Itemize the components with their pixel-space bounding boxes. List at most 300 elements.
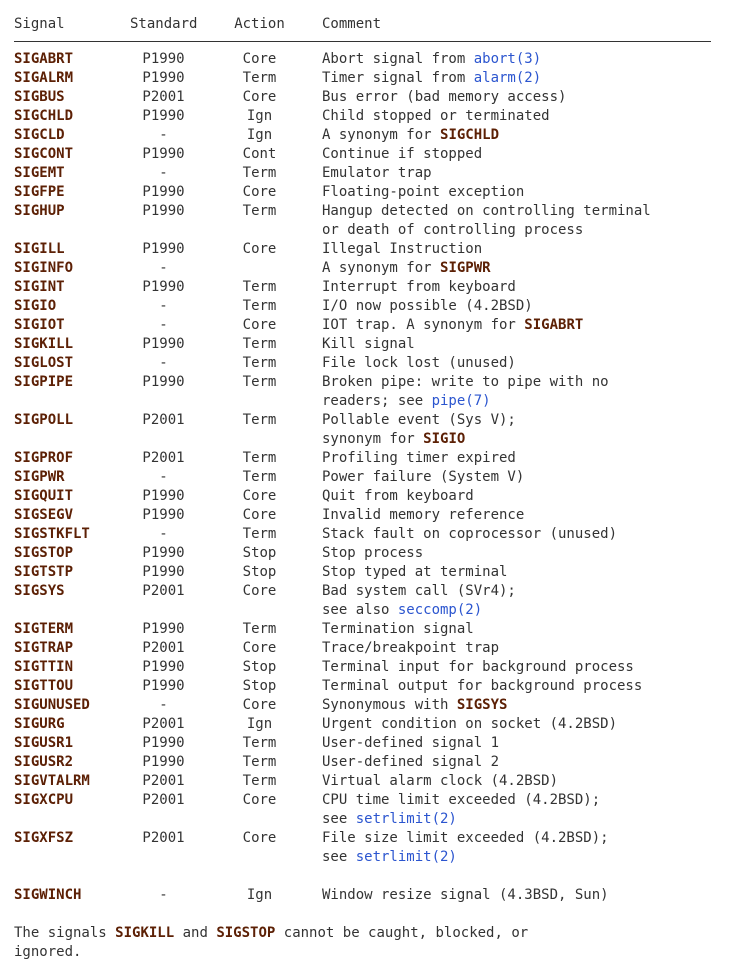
comment-cell <box>322 373 725 411</box>
comment-line <box>322 335 725 354</box>
standard-cell: P2001 <box>142 450 185 466</box>
table-row <box>14 753 725 772</box>
standard-cell: P1990 <box>142 108 185 124</box>
comment-line <box>322 316 725 335</box>
comment-text: File lock lost (unused) <box>322 355 516 371</box>
table-row <box>14 164 725 183</box>
signal-name: SIGXFSZ <box>14 830 74 846</box>
action-cell: Stop <box>242 659 277 675</box>
standard-cell: P1990 <box>142 735 185 751</box>
comment-text: Interrupt from keyboard <box>322 279 516 295</box>
action-cell: Term <box>242 279 277 295</box>
comment-cell <box>322 259 725 278</box>
comment-line <box>322 772 725 791</box>
comment-line <box>322 848 725 867</box>
signal-name: SIGTSTP <box>14 564 74 580</box>
signal-ref: SIGPWR <box>440 260 491 276</box>
action-cell: Core <box>242 89 277 105</box>
comment-text: and <box>174 925 217 941</box>
standard-cell: P1990 <box>142 678 185 694</box>
action-cell: Term <box>242 754 277 770</box>
comment-line <box>322 696 725 715</box>
signal-ref: SIGIO <box>423 431 466 447</box>
signal-name: SIGSTOP <box>14 545 74 561</box>
standard-cell: P1990 <box>142 203 185 219</box>
signal-name: SIGILL <box>14 241 65 257</box>
signal-name: SIGSYS <box>14 583 65 599</box>
comment-text: see <box>322 849 356 865</box>
action-cell: Term <box>242 374 277 390</box>
comment-cell <box>322 886 725 905</box>
action-cell: Term <box>242 70 277 86</box>
comment-text: Abort signal from <box>322 51 474 67</box>
comment-text: ignored. <box>14 944 82 960</box>
comment-line <box>322 658 725 677</box>
comment-cell <box>322 354 725 373</box>
standard-cell: - <box>159 887 168 903</box>
signal-name: SIGUSR2 <box>14 754 74 770</box>
signal-table-body <box>14 50 725 905</box>
standard-cell: P1990 <box>142 545 185 561</box>
comment-line <box>322 373 725 392</box>
action-cell: Ign <box>246 127 273 143</box>
action-cell: Term <box>242 773 277 789</box>
action-cell: Core <box>242 184 277 200</box>
comment-text: Broken pipe: write to pipe with no <box>322 374 609 390</box>
standard-cell: P1990 <box>142 51 185 67</box>
signal-name: SIGPOLL <box>14 412 74 428</box>
action-cell: Core <box>242 792 277 808</box>
comment-cell <box>322 107 725 126</box>
action-cell: Term <box>242 298 277 314</box>
comment-line <box>322 886 725 905</box>
comment-cell <box>322 677 725 696</box>
comment-line <box>322 677 725 696</box>
comment-text: CPU time limit exceeded (4.2BSD); <box>322 792 601 808</box>
footer-note <box>14 924 725 962</box>
signal-name: SIGTTOU <box>14 678 74 694</box>
table-row <box>14 354 725 373</box>
action-cell: Term <box>242 336 277 352</box>
table-row <box>14 145 725 164</box>
table-row <box>14 772 725 791</box>
comment-line <box>322 164 725 183</box>
comment-text: Terminal input for background process <box>322 659 634 675</box>
standard-cell: P1990 <box>142 241 185 257</box>
comment-text: cannot be caught, blocked, or <box>275 925 529 941</box>
comment-cell <box>322 335 725 354</box>
comment-text: A synonym for <box>322 127 441 143</box>
standard-cell: P1990 <box>142 507 185 523</box>
action-cell: Stop <box>242 678 277 694</box>
table-row <box>14 50 725 69</box>
action-cell: Term <box>242 735 277 751</box>
comment-line <box>322 506 725 525</box>
comment-cell <box>322 487 725 506</box>
comment-text: Urgent condition on socket (4.2BSD) <box>322 716 618 732</box>
comment-cell <box>322 468 725 487</box>
table-row <box>14 582 725 620</box>
comment-line <box>322 126 725 145</box>
comment-line <box>322 601 725 620</box>
signal-name: SIGKILL <box>14 336 74 352</box>
comment-text: Power failure (System V) <box>322 469 525 485</box>
standard-cell: P2001 <box>142 773 185 789</box>
comment-cell <box>322 639 725 658</box>
table-row <box>14 88 725 107</box>
action-cell: Term <box>242 165 277 181</box>
standard-cell: - <box>159 260 168 276</box>
man-page-link[interactable]: abort(3) <box>473 51 542 67</box>
table-row <box>14 69 725 88</box>
standard-cell: - <box>159 298 168 314</box>
comment-line <box>322 221 725 240</box>
comment-text: The signals <box>14 925 116 941</box>
table-row <box>14 107 725 126</box>
comment-text: Illegal Instruction <box>322 241 483 257</box>
comment-line <box>322 582 725 601</box>
comment-text: Terminal output for background process <box>322 678 643 694</box>
signal-name: SIGCLD <box>14 127 65 143</box>
comment-cell <box>322 145 725 164</box>
comment-text: Timer signal from <box>322 70 474 86</box>
comment-cell <box>322 791 725 829</box>
table-row <box>14 791 725 829</box>
signal-name: SIGEMT <box>14 165 65 181</box>
signal-ref: SIGKILL <box>115 925 175 941</box>
comment-text: Hangup detected on controlling terminal <box>322 203 651 219</box>
man-page-link[interactable]: setrlimit(2) <box>355 811 457 827</box>
action-cell: Cont <box>242 146 277 162</box>
comment-line <box>322 107 725 126</box>
comment-text: A synonym for <box>322 260 441 276</box>
comment-text: User-defined signal 1 <box>322 735 500 751</box>
table-row <box>14 278 725 297</box>
header-divider <box>14 41 711 42</box>
action-cell: Core <box>242 51 277 67</box>
table-row <box>14 487 725 506</box>
signal-name: SIGHUP <box>14 203 65 219</box>
signal-name: SIGPWR <box>14 469 65 485</box>
action-cell: Term <box>242 355 277 371</box>
action-cell: Core <box>242 830 277 846</box>
standard-cell: P1990 <box>142 621 185 637</box>
table-row <box>14 297 725 316</box>
standard-cell: P1990 <box>142 754 185 770</box>
comment-line <box>322 259 725 278</box>
comment-text: File size limit exceeded (4.2BSD); <box>322 830 609 846</box>
standard-cell: P1990 <box>142 564 185 580</box>
standard-cell: P2001 <box>142 792 185 808</box>
signal-name: SIGABRT <box>14 51 74 67</box>
comment-text: Emulator trap <box>322 165 432 181</box>
col-header-signal: Signal <box>14 16 65 32</box>
signal-ref: SIGCHLD <box>440 127 500 143</box>
comment-text: IOT trap. A synonym for <box>322 317 525 333</box>
standard-cell: P1990 <box>142 336 185 352</box>
signal-name: SIGPROF <box>14 450 74 466</box>
signal-name: SIGIOT <box>14 317 65 333</box>
comment-cell <box>322 620 725 639</box>
comment-line <box>322 50 725 69</box>
comment-cell <box>322 772 725 791</box>
comment-line <box>322 297 725 316</box>
table-row <box>14 411 725 449</box>
comment-cell <box>322 525 725 544</box>
comment-text: Synonymous with <box>322 697 457 713</box>
signal-name: SIGSEGV <box>14 507 74 523</box>
comment-line <box>322 354 725 373</box>
signal-name: SIGWINCH <box>14 887 82 903</box>
action-cell: Core <box>242 317 277 333</box>
action-cell: Ign <box>246 108 273 124</box>
comment-line <box>322 411 725 430</box>
comment-line <box>322 145 725 164</box>
action-cell: Term <box>242 621 277 637</box>
comment-text: Invalid memory reference <box>322 507 525 523</box>
comment-line <box>322 639 725 658</box>
comment-line <box>322 468 725 487</box>
table-row <box>14 544 725 563</box>
action-cell: Core <box>242 697 277 713</box>
standard-cell: P2001 <box>142 640 185 656</box>
standard-cell: P1990 <box>142 184 185 200</box>
signal-name: SIGUSR1 <box>14 735 74 751</box>
table-row <box>14 886 725 905</box>
comment-text: or death of controlling process <box>322 222 584 238</box>
action-cell: Core <box>242 583 277 599</box>
man-page-link[interactable]: seccomp(2) <box>397 602 483 618</box>
comment-text: Child stopped or terminated <box>322 108 550 124</box>
standard-cell: P2001 <box>142 583 185 599</box>
comment-text: Trace/breakpoint trap <box>322 640 500 656</box>
signal-ref: SIGABRT <box>524 317 584 333</box>
comment-line <box>322 430 725 449</box>
table-row <box>14 259 725 278</box>
standard-cell: P1990 <box>142 659 185 675</box>
comment-cell <box>322 316 725 335</box>
standard-cell: P2001 <box>142 89 185 105</box>
comment-line <box>322 183 725 202</box>
comment-cell <box>322 582 725 620</box>
comment-text: User-defined signal 2 <box>322 754 500 770</box>
signal-name: SIGVTALRM <box>14 773 90 789</box>
standard-cell: P2001 <box>142 412 185 428</box>
comment-text: Bad system call (SVr4); <box>322 583 516 599</box>
comment-cell <box>322 240 725 259</box>
comment-line <box>322 525 725 544</box>
comment-text: Stop typed at terminal <box>322 564 508 580</box>
comment-cell <box>322 411 725 449</box>
table-row <box>14 734 725 753</box>
signal-name: SIGALRM <box>14 70 74 86</box>
table-row <box>14 563 725 582</box>
signal-name: SIGURG <box>14 716 65 732</box>
table-row <box>14 373 725 411</box>
comment-text: Stack fault on coprocessor (unused) <box>322 526 618 542</box>
signal-name: SIGPIPE <box>14 374 74 390</box>
signal-name: SIGLOST <box>14 355 74 371</box>
comment-line <box>322 829 725 848</box>
comment-cell <box>322 202 725 240</box>
comment-text: Termination signal <box>322 621 474 637</box>
comment-cell <box>322 50 725 69</box>
table-row <box>14 449 725 468</box>
signal-name: SIGTRAP <box>14 640 74 656</box>
comment-text: Virtual alarm clock (4.2BSD) <box>322 773 559 789</box>
standard-cell: - <box>159 355 168 371</box>
signal-name: SIGTTIN <box>14 659 74 675</box>
comment-text: Kill signal <box>322 336 415 352</box>
action-cell: Ign <box>246 716 273 732</box>
standard-cell: P2001 <box>142 716 185 732</box>
comment-line <box>322 810 725 829</box>
action-cell: Term <box>242 450 277 466</box>
signal-name: SIGSTKFLT <box>14 526 90 542</box>
comment-line <box>322 202 725 221</box>
comment-line <box>322 278 725 297</box>
standard-cell: P1990 <box>142 70 185 86</box>
comment-cell <box>322 753 725 772</box>
signal-name: SIGFPE <box>14 184 65 200</box>
comment-cell <box>322 563 725 582</box>
comment-line <box>322 240 725 259</box>
signal-name: SIGTERM <box>14 621 74 637</box>
signal-name: SIGINFO <box>14 260 74 276</box>
table-row <box>14 316 725 335</box>
comment-text: Window resize signal (4.3BSD, Sun) <box>322 887 609 903</box>
comment-line <box>322 69 725 88</box>
table-row <box>14 677 725 696</box>
table-row <box>14 639 725 658</box>
comment-cell <box>322 829 725 867</box>
comment-text: Floating-point exception <box>322 184 525 200</box>
signal-ref: SIGSTOP <box>216 925 276 941</box>
comment-text: Bus error (bad memory access) <box>322 89 567 105</box>
action-cell: Term <box>242 412 277 428</box>
action-cell: Core <box>242 507 277 523</box>
comment-text: synonym for <box>322 431 424 447</box>
comment-text: Profiling timer expired <box>322 450 516 466</box>
table-header-row <box>14 15 725 34</box>
table-row <box>14 829 725 867</box>
comment-cell <box>322 69 725 88</box>
signal-name: SIGUNUSED <box>14 697 90 713</box>
comment-cell <box>322 658 725 677</box>
standard-cell: - <box>159 127 168 143</box>
comment-text: Continue if stopped <box>322 146 483 162</box>
man-page-link[interactable]: pipe(7) <box>431 393 491 409</box>
comment-cell <box>322 715 725 734</box>
comment-line <box>322 449 725 468</box>
comment-line <box>322 88 725 107</box>
comment-cell <box>322 278 725 297</box>
footer-line <box>14 924 725 943</box>
comment-line <box>322 715 725 734</box>
comment-text: see also <box>322 602 398 618</box>
signal-name: SIGQUIT <box>14 488 74 504</box>
comment-cell <box>322 506 725 525</box>
man-page-link[interactable]: alarm(2) <box>473 70 542 86</box>
standard-cell: - <box>159 165 168 181</box>
comment-cell <box>322 297 725 316</box>
standard-cell: - <box>159 317 168 333</box>
action-cell: Ign <box>246 887 273 903</box>
standard-cell: P1990 <box>142 279 185 295</box>
action-cell: Term <box>242 526 277 542</box>
comment-line <box>322 620 725 639</box>
signal-name: SIGCONT <box>14 146 74 162</box>
comment-line <box>322 753 725 772</box>
signal-name: SIGIO <box>14 298 57 314</box>
comment-cell <box>322 88 725 107</box>
comment-line <box>322 563 725 582</box>
table-row <box>14 620 725 639</box>
comment-line <box>322 734 725 753</box>
comment-cell <box>322 126 725 145</box>
standard-cell: - <box>159 697 168 713</box>
comment-cell <box>322 544 725 563</box>
signal-name: SIGXCPU <box>14 792 74 808</box>
table-row <box>14 506 725 525</box>
table-row <box>14 525 725 544</box>
comment-line <box>322 487 725 506</box>
table-row <box>14 183 725 202</box>
table-row <box>14 335 725 354</box>
standard-cell: P1990 <box>142 374 185 390</box>
standard-cell: P1990 <box>142 146 185 162</box>
action-cell: Core <box>242 241 277 257</box>
comment-cell <box>322 734 725 753</box>
comment-line <box>322 392 725 411</box>
action-cell: Core <box>242 488 277 504</box>
comment-text: Quit from keyboard <box>322 488 474 504</box>
comment-line <box>322 544 725 563</box>
standard-cell: - <box>159 469 168 485</box>
table-row <box>14 240 725 259</box>
comment-text: Pollable event (Sys V); <box>322 412 516 428</box>
table-row <box>14 202 725 240</box>
action-cell: Stop <box>242 545 277 561</box>
man-page-link[interactable]: setrlimit(2) <box>355 849 457 865</box>
comment-text: I/O now possible (4.2BSD) <box>322 298 533 314</box>
comment-line <box>322 791 725 810</box>
table-row <box>14 658 725 677</box>
table-row <box>14 696 725 715</box>
standard-cell: P1990 <box>142 488 185 504</box>
table-row <box>14 468 725 487</box>
col-header-action: Action <box>234 16 285 32</box>
comment-text: readers; see <box>322 393 432 409</box>
footer-line <box>14 943 725 962</box>
signal-name: SIGBUS <box>14 89 65 105</box>
col-header-standard: Standard <box>130 16 198 32</box>
standard-cell: P2001 <box>142 830 185 846</box>
comment-cell <box>322 449 725 468</box>
comment-cell <box>322 183 725 202</box>
signal-ref: SIGSYS <box>456 697 508 713</box>
table-row <box>14 715 725 734</box>
signal-name: SIGCHLD <box>14 108 74 124</box>
col-header-comment: Comment <box>322 16 382 32</box>
action-cell: Term <box>242 203 277 219</box>
action-cell: Core <box>242 640 277 656</box>
table-row <box>14 126 725 145</box>
comment-text: see <box>322 811 356 827</box>
comment-cell <box>322 164 725 183</box>
comment-text: Stop process <box>322 545 424 561</box>
signal-name: SIGINT <box>14 279 65 295</box>
